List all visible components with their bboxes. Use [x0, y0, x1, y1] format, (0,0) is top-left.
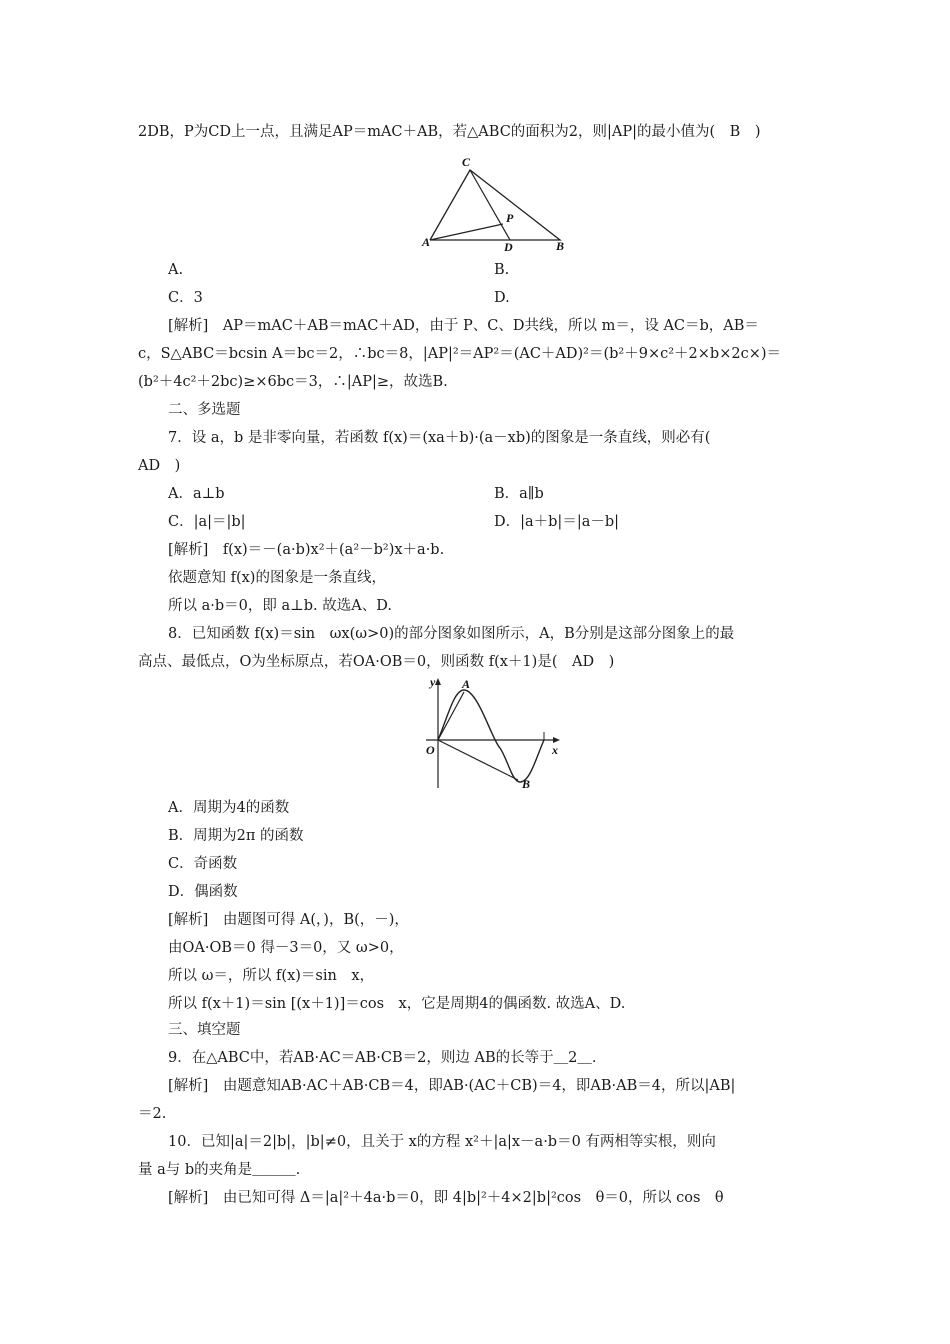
q9-analysis-line2: ＝2. — [138, 1106, 167, 1122]
q8-analysis-line3: 所以 ω＝，所以 f(x)＝sin x， — [168, 968, 374, 984]
q8-option-a: A．周期为4的函数 — [168, 800, 290, 816]
label-y: y — [430, 675, 436, 689]
q6-analysis-line1: [解析] AP＝mAC＋AB＝mAC＋AD，由于 P、C、D共线，所以 m＝，设 AC＝b，AB＝ — [168, 318, 759, 334]
q10-analysis-line1: [解析] 由已知可得 Δ＝|a|²＋4a·b＝0，即 4|b|²＋4×2|b|²cos θ＝0，所以 cos θ — [168, 1190, 724, 1206]
label-A: A — [422, 235, 431, 249]
q6-stem: 2DB，P为CD上一点，且满足AP＝mAC＋AB，若△ABC的面积为2，则|AP|的最小值为( B ) — [138, 124, 761, 140]
q7-analysis-line3: 所以 a·b＝0，即 a⊥b. 故选A、D. — [168, 598, 392, 614]
q8-stem-line1: 8．已知函数 f(x)＝sin ωx(ω>0)的部分图象如图所示，A，B分别是这部分图象上的最 — [168, 626, 735, 642]
label-B: B — [556, 239, 565, 253]
label-A: A — [462, 677, 471, 691]
label-C: C — [462, 155, 471, 169]
q7-option-d: D．|a＋b|＝|a－b| — [494, 514, 620, 530]
q10-stem-line2: 量 a与 b的夹角是＿＿＿. — [138, 1162, 301, 1178]
q7-option-b: B．a∥b — [494, 486, 544, 502]
q9-analysis-line1: [解析] 由题意知AB·AC＋AB·CB＝4，即AB·(AC＋CB)＝4，即AB·AB＝4，所以|AB| — [168, 1078, 736, 1094]
q10-stem-line1: 10．已知|a|＝2|b|，|b|≠0，且关于 x的方程 x²＋|a|x－a·b＝0 有两相等实根，则向 — [168, 1134, 716, 1150]
q6-option-d: D. — [494, 290, 510, 306]
q9-stem: 9．在△ABC中，若AB·AC＝AB·CB＝2，则边 AB的长等于＿2＿. — [168, 1050, 597, 1066]
q6-analysis-line3: (b²＋4c²＋2bc)≥×6bc＝3，∴|AP|≥，故选B. — [138, 374, 448, 390]
label-O: O — [426, 743, 435, 757]
section-heading-multi: 二、多选题 — [168, 402, 241, 418]
q8-analysis-line1: [解析] 由题图可得 A(，)，B(，－)， — [168, 912, 409, 928]
sine-graph-figure — [420, 676, 570, 791]
q6-option-a: A. — [168, 262, 184, 278]
q7-analysis-line1: [解析] f(x)＝－(a·b)x²＋(a²－b²)x＋a·b. — [168, 542, 445, 558]
q7-stem-line2: AD ) — [138, 458, 181, 474]
q7-option-c: C．|a|＝|b| — [168, 514, 246, 530]
q8-option-d: D．偶函数 — [168, 884, 238, 900]
label-x: x — [552, 743, 558, 757]
q8-analysis-line4: 所以 f(x＋1)＝sin [(x＋1)]＝cos x，它是周期4的偶函数. 故选A、D. — [168, 996, 626, 1012]
q6-option-b: B. — [494, 262, 510, 278]
q7-analysis-line2: 依题意知 f(x)的图象是一条直线， — [168, 570, 386, 586]
triangle-figure — [420, 152, 570, 252]
section-heading-fill: 三、填空题 — [168, 1022, 241, 1038]
label-D: D — [504, 240, 513, 254]
q6-option-c: C．3 — [168, 290, 203, 306]
q7-stem-line1: 7．设 a，b 是非零向量，若函数 f(x)＝(xa＋b)·(a－xb)的图象是一条直线，则必有( — [168, 430, 711, 446]
q8-option-b: B．周期为2π 的函数 — [168, 828, 304, 844]
label-B: B — [522, 777, 531, 791]
label-P: P — [506, 211, 514, 225]
q8-analysis-line2: 由OA·OB＝0 得－3＝0，又 ω>0， — [168, 940, 404, 956]
q8-option-c: C．奇函数 — [168, 856, 238, 872]
q7-option-a: A．a⊥b — [168, 486, 225, 502]
q8-stem-line2: 高点、最低点，O为坐标原点，若OA·OB＝0，则函数 f(x＋1)是( AD ) — [138, 654, 615, 670]
q6-analysis-line2: c，S△ABC＝bcsin A＝bc＝2，∴bc＝8，|AP|²＝AP²＝(AC＋AD)²＝(b²＋9×c²＋2×b×2c×)＝ — [138, 346, 782, 362]
